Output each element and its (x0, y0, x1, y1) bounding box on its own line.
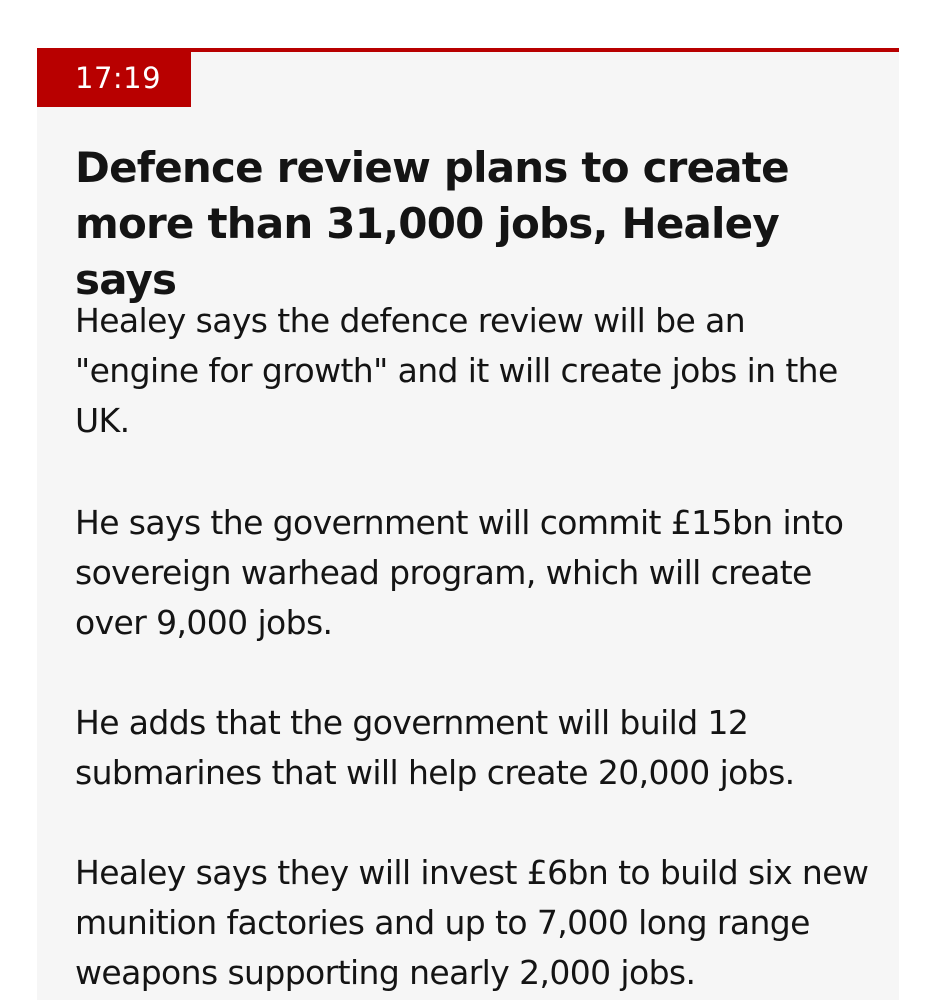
post-paragraph: Healey says the defence review will be an "engine for growth" and it will create jobs in the UK. (75, 301, 838, 440)
live-post-card (37, 48, 899, 1000)
post-headline: Defence review plans to create more than 31,000 jobs, Healey says (75, 143, 789, 304)
post-paragraph: He says the government will commit £15bn into sovereign warhead program, which will create over 9,000 jobs. (75, 503, 844, 642)
post-paragraph: He adds that the government will build 12 submarines that will help create 20,000 jobs. (75, 703, 795, 792)
post-timestamp: 17:19 (37, 52, 191, 107)
post-paragraph: Healey says they will invest £6bn to build six new munition factories and up to 7,000 long range weapons supporting nearly 2,000 jobs. (75, 853, 869, 992)
